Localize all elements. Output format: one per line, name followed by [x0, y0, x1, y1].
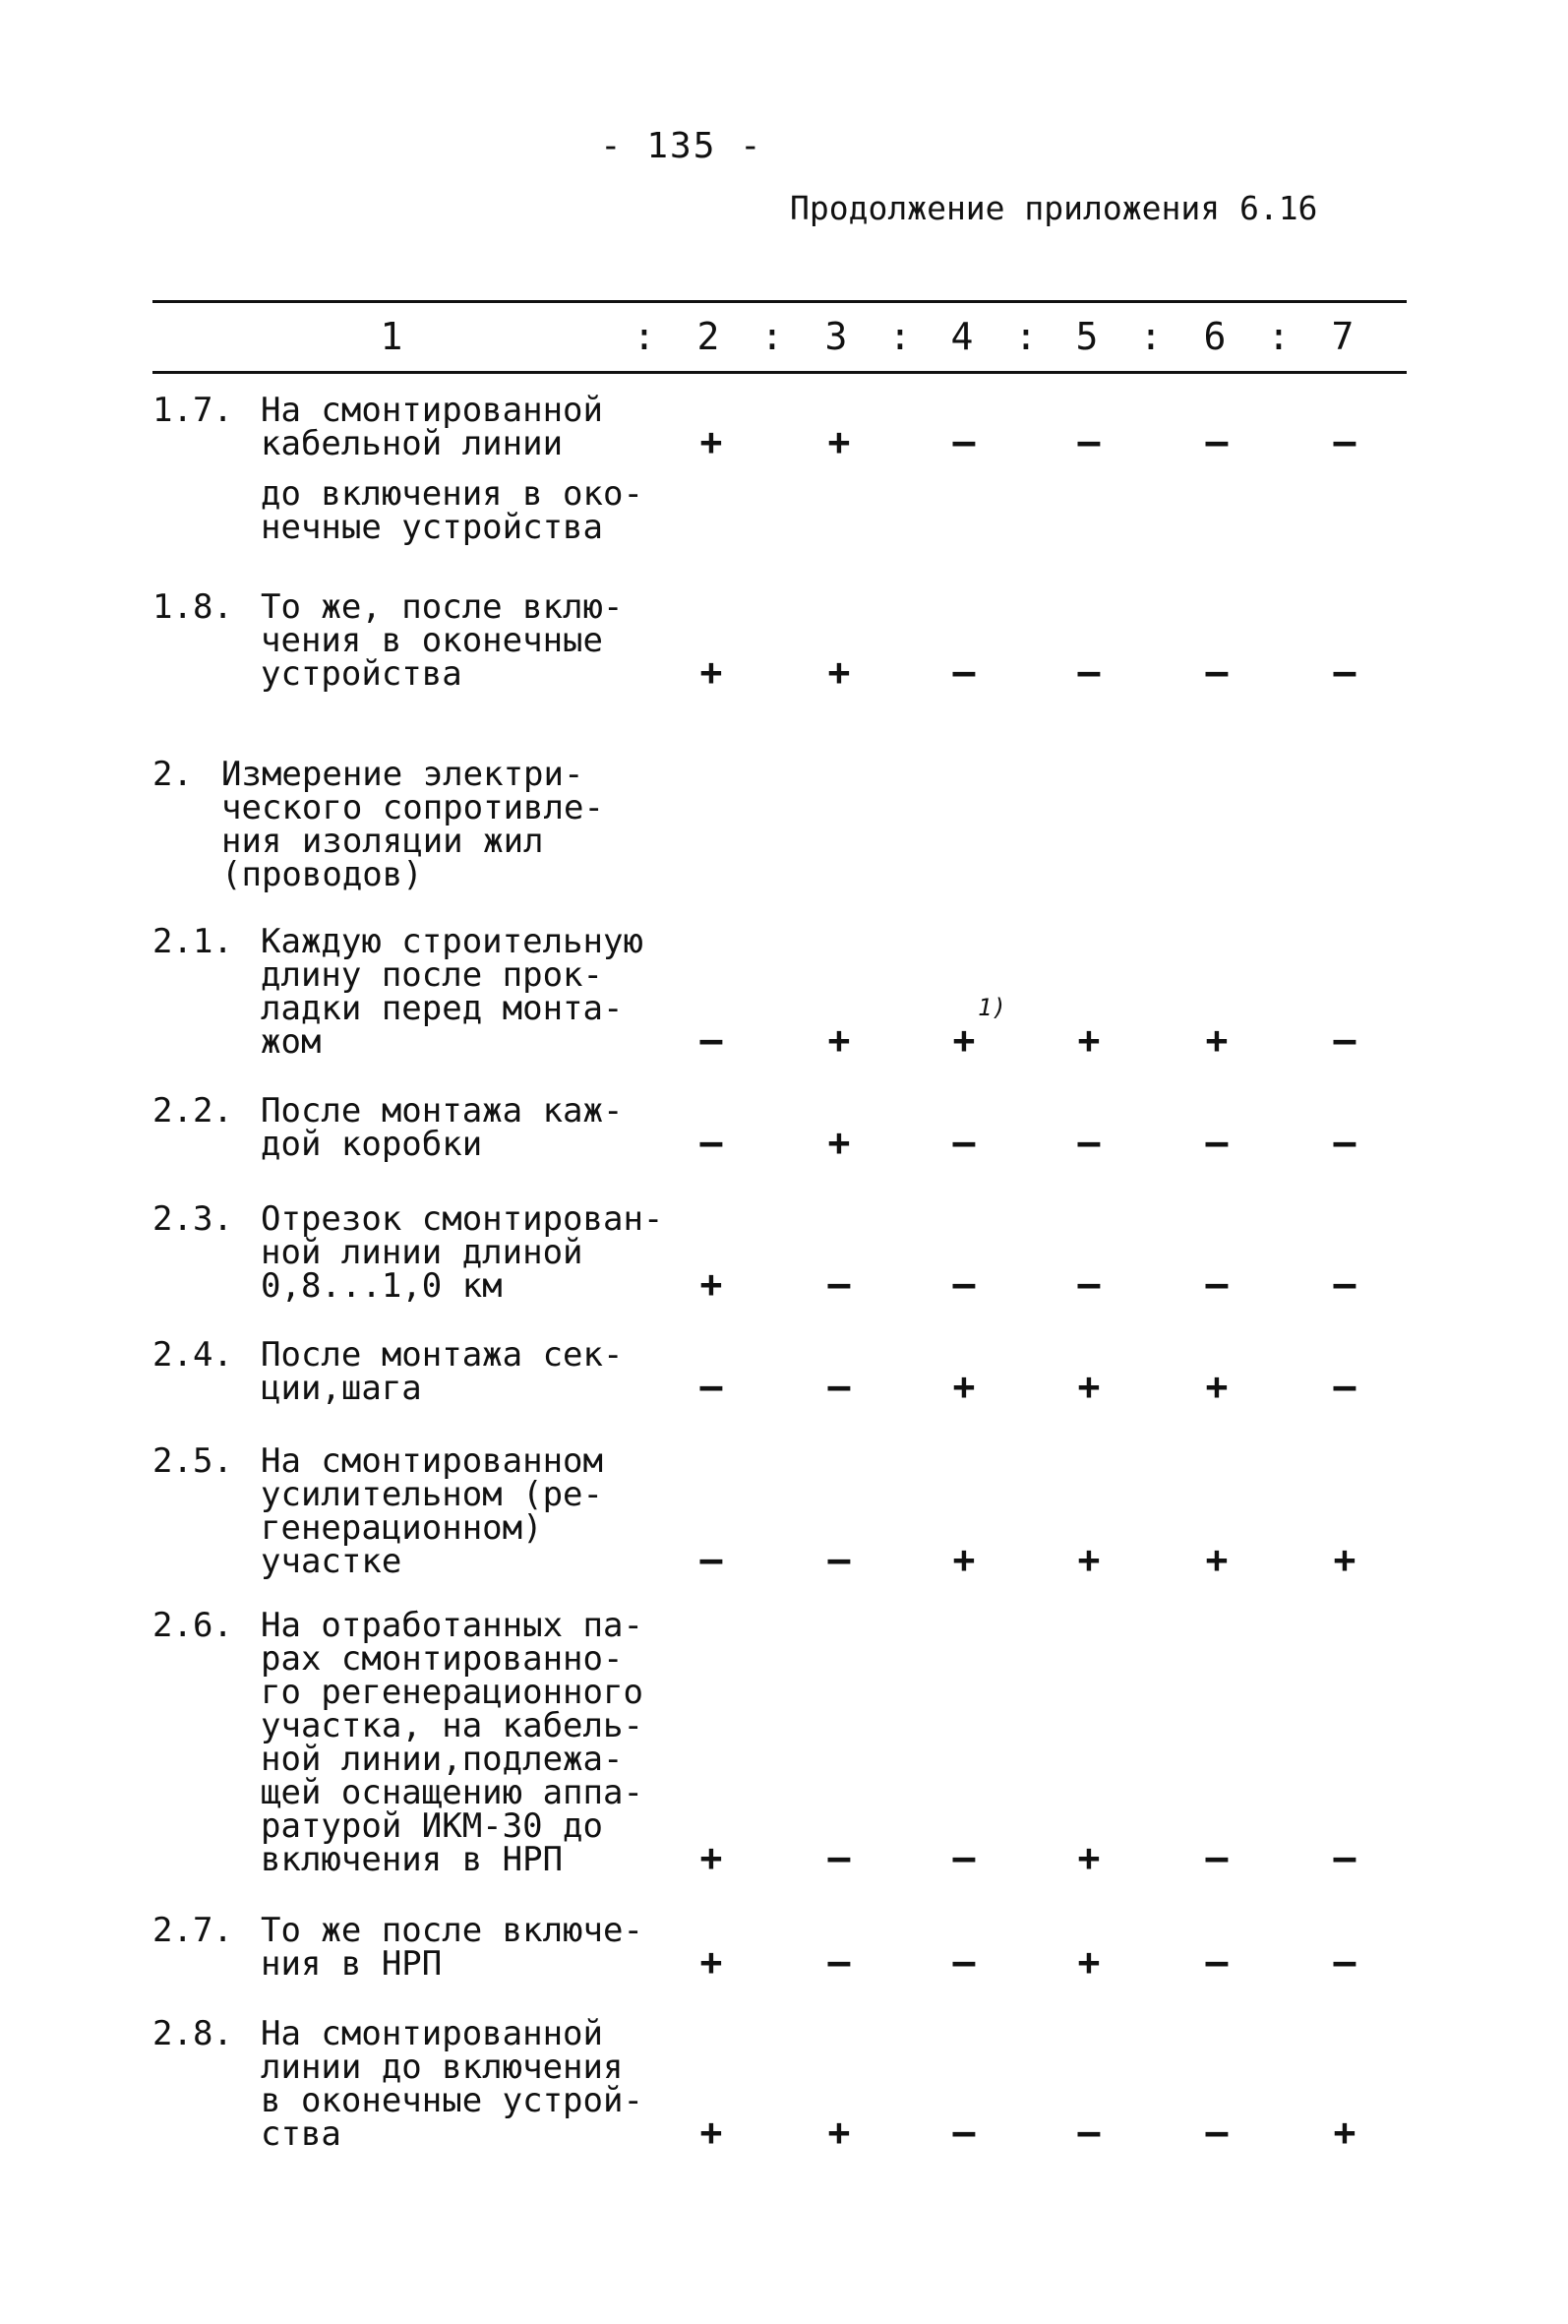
column-separator: : [633, 315, 656, 358]
row-description: После монтажа каж- дой коробки [261, 1091, 624, 1164]
row-mark: – [1333, 1121, 1357, 1164]
row-mark: – [1333, 1940, 1357, 1984]
row-mark: – [699, 1121, 723, 1164]
column-separator: : [1139, 315, 1163, 358]
row-description: Измерение электри- ческого сопротивле- ния изоляции жил (проводов) [221, 755, 604, 894]
row-mark: + [699, 420, 723, 463]
row-mark: + [952, 1538, 976, 1581]
row-description: На смонтированной кабельной линии [261, 391, 603, 463]
continuation-title: Продолжение приложения 6.16 [790, 189, 1318, 227]
column-separator: : [1014, 315, 1038, 358]
row-mark: + [827, 2110, 851, 2154]
column-header: 5 [1075, 315, 1099, 358]
row-description: до включения в око- нечные устройства [261, 474, 643, 547]
row-mark: – [1205, 420, 1229, 463]
row-description: На смонтированном усилительном (ре- генерационном) участке [261, 1441, 603, 1581]
row-mark: + [1205, 1365, 1229, 1408]
row-mark: – [699, 1018, 723, 1062]
column-header: 2 [696, 315, 720, 358]
row-number: 2.5. [152, 1441, 233, 1481]
row-mark: – [827, 1836, 851, 1879]
row-mark: – [952, 420, 976, 463]
row-mark: + [1077, 1018, 1101, 1062]
row-mark: – [1333, 1018, 1357, 1062]
row-mark: – [1205, 1121, 1229, 1164]
row-mark: + [1077, 1940, 1101, 1984]
row-mark: + [699, 650, 723, 694]
row-mark: – [1333, 650, 1357, 694]
column-separator: : [1267, 315, 1291, 358]
row-mark: – [1205, 650, 1229, 694]
row-number: 2.8. [152, 2014, 233, 2053]
row-mark: – [699, 1365, 723, 1408]
row-mark: + [1333, 2110, 1357, 2154]
row-mark: – [1077, 1121, 1101, 1164]
column-separator: : [888, 315, 912, 358]
row-mark: + [1077, 1538, 1101, 1581]
row-mark: + [1077, 1836, 1101, 1879]
row-mark: – [1077, 1262, 1101, 1306]
row-mark: – [827, 1940, 851, 1984]
row-mark: – [952, 650, 976, 694]
row-mark: + [827, 650, 851, 694]
table-header [152, 307, 1407, 366]
row-mark: – [1205, 1836, 1229, 1879]
row-description: То же, после вклю- чения в оконечные устройства [261, 587, 624, 694]
row-mark: + [952, 1365, 976, 1408]
row-mark: – [952, 1121, 976, 1164]
row-number: 2.2. [152, 1091, 233, 1131]
row-number: 2.4. [152, 1335, 233, 1375]
row-mark: + [1205, 1538, 1229, 1581]
row-mark: – [952, 1940, 976, 1984]
row-mark: – [827, 1262, 851, 1306]
row-description: На смонтированной линии до включения в оконечные устрой- ства [261, 2014, 643, 2154]
table-top-rule [152, 300, 1407, 303]
row-mark: + [827, 1018, 851, 1062]
row-number: 1.7. [152, 391, 233, 430]
row-mark: – [952, 1262, 976, 1306]
row-mark: – [952, 2110, 976, 2154]
row-description: На отработанных па- рах смонтированно- го регенерационного участка, на кабель- ной линии,подлежа- щей оснащению аппа- ратурой ИКМ-30 до включения в НРП [261, 1606, 643, 1879]
row-number: 2.3. [152, 1199, 233, 1239]
row-mark: + [827, 1121, 851, 1164]
row-mark: – [1077, 650, 1101, 694]
row-number: 2.7. [152, 1911, 233, 1950]
row-mark: – [1077, 2110, 1101, 2154]
row-mark: – [827, 1365, 851, 1408]
row-mark: – [1205, 1940, 1229, 1984]
row-mark: + [699, 2110, 723, 2154]
row-mark: + [699, 1940, 723, 1984]
row-mark: – [1077, 420, 1101, 463]
row-mark: – [952, 1836, 976, 1879]
row-mark: – [699, 1538, 723, 1581]
column-header: 1 [380, 315, 403, 358]
row-mark: + [827, 420, 851, 463]
row-mark: + [699, 1262, 723, 1306]
row-number: 2. [152, 755, 193, 794]
row-mark: – [827, 1538, 851, 1581]
column-header: 6 [1203, 315, 1227, 358]
row-mark: – [1333, 1365, 1357, 1408]
row-mark: – [1333, 420, 1357, 463]
row-number: 1.8. [152, 587, 233, 627]
footnote-mark: 1) [978, 994, 1006, 1021]
row-mark: – [1333, 1262, 1357, 1306]
row-description: Отрезок смонтирован- ной линии длиной 0,8...1,0 км [261, 1199, 664, 1306]
column-separator: : [760, 315, 784, 358]
row-description: Каждую строительную длину после прок- ладки перед монта- жом [261, 922, 643, 1062]
row-mark: + [1077, 1365, 1101, 1408]
row-number: 2.6. [152, 1606, 233, 1645]
row-number: 2.1. [152, 922, 233, 961]
page-number: - 135 - [600, 126, 763, 166]
row-mark: + [952, 1018, 976, 1062]
row-mark: + [1205, 1018, 1229, 1062]
column-header: 7 [1331, 315, 1355, 358]
table-header-rule [152, 371, 1407, 374]
column-header: 4 [950, 315, 974, 358]
row-mark: – [1333, 1836, 1357, 1879]
row-mark: + [699, 1836, 723, 1879]
row-mark: + [1333, 1538, 1357, 1581]
row-description: То же после включе- ния в НРП [261, 1911, 643, 1984]
row-mark: – [1205, 1262, 1229, 1306]
column-header: 3 [824, 315, 848, 358]
row-mark: – [1205, 2110, 1229, 2154]
row-description: После монтажа сек- ции,шага [261, 1335, 624, 1408]
